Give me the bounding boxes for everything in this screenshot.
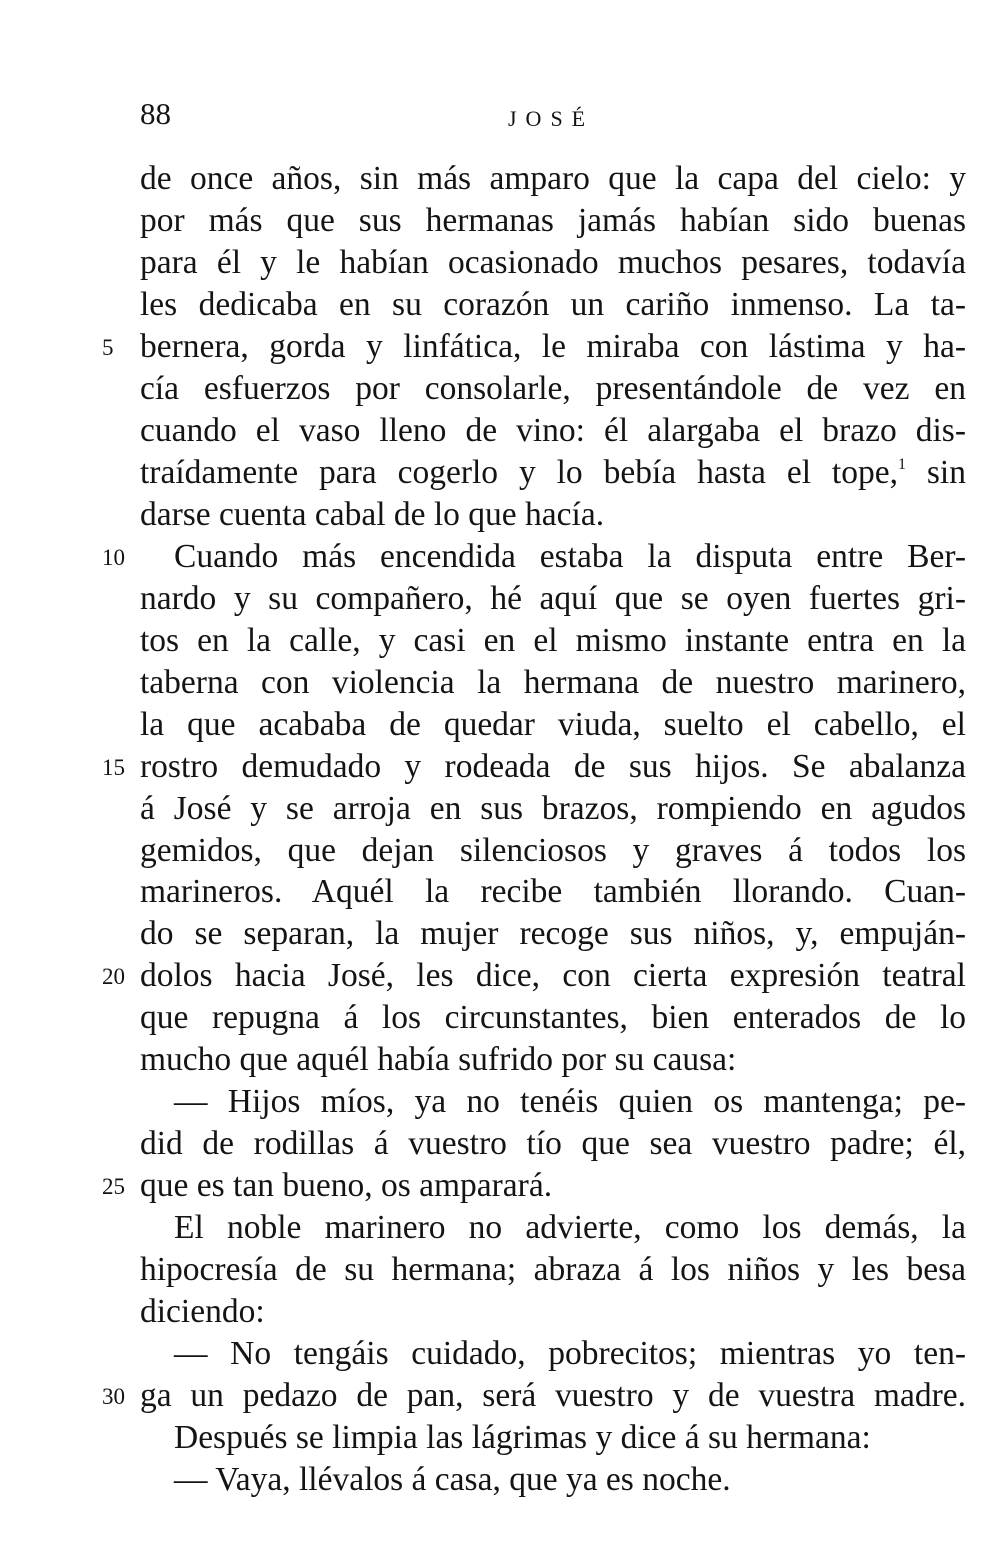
- text-line: [0, 1375, 1000, 1417]
- text-line: [0, 242, 1000, 284]
- line-27: hipocresía de su hermana; abraza á los niños y les besa: [140, 1251, 966, 1289]
- text-line: [0, 326, 1000, 368]
- line-13: taberna con violencia la hermana de nuestro marinero,: [140, 663, 966, 701]
- line-19: do se separan, la mujer recoge sus niños, y, empuján-: [140, 915, 966, 953]
- text-line: [0, 1207, 1000, 1249]
- line-24: did de rodillas á vuestro tío que sea vuestro padre; él,: [140, 1125, 966, 1163]
- text-line: [0, 620, 1000, 662]
- line-8-text: traídamente para cogerlo y lo bebía hasta el tope,: [140, 453, 898, 491]
- line-30: ga un pedazo de pan, será vuestro y de vuestra madre.: [140, 1377, 966, 1415]
- text-line: [0, 536, 1000, 578]
- line-number-20: 20: [102, 964, 125, 990]
- text-line: [0, 830, 1000, 872]
- line-number-25: 25: [102, 1174, 125, 1200]
- line-32: — Vaya, llévalos á casa, que ya es noche.: [174, 1461, 731, 1499]
- line-29: — No tengáis cuidado, pobrecitos; mientras yo ten-: [174, 1335, 966, 1373]
- page-number: 88: [140, 96, 171, 131]
- line-25: que es tan bueno, os amparará.: [140, 1167, 553, 1205]
- line-3: para él y le habían ocasionado muchos pesares, todavía: [140, 243, 966, 281]
- text-line: [0, 578, 1000, 620]
- line-28: diciendo:: [140, 1293, 265, 1331]
- line-10: Cuando más encendida estaba la disputa entre Ber-: [174, 537, 966, 575]
- line-6: cía esfuerzos por consolarle, presentándole de vez en: [140, 369, 966, 407]
- line-number-5: 5: [102, 334, 114, 360]
- text-line: [0, 494, 1000, 536]
- text-line: [0, 746, 1000, 788]
- text-line: [0, 1291, 1000, 1333]
- line-9: darse cuenta cabal de lo que hacía.: [140, 495, 605, 533]
- text-line: [0, 1123, 1000, 1165]
- text-line: [0, 1333, 1000, 1375]
- text-line: [0, 200, 1000, 242]
- line-18: marineros. Aquél la recibe también llorando. Cuan-: [140, 873, 966, 911]
- footnote-marker: 1: [897, 455, 906, 473]
- line-11: nardo y su compañero, hé aquí que se oyen fuertes gri-: [140, 579, 966, 617]
- text-line: [0, 1039, 1000, 1081]
- line-number-10: 10: [102, 544, 125, 570]
- line-number-15: 15: [102, 754, 125, 780]
- text-line: [0, 368, 1000, 410]
- text-line: [0, 284, 1000, 326]
- text-line: [0, 913, 1000, 955]
- line-21: que repugna á los circunstantes, bien enterados de lo: [140, 999, 966, 1037]
- text-line: [0, 1249, 1000, 1291]
- text-line: [0, 1459, 1000, 1501]
- text-line: [0, 871, 1000, 913]
- line-23: — Hijos míos, ya no tenéis quien os mantenga; pe-: [174, 1083, 966, 1121]
- text-line: [0, 452, 1000, 494]
- running-head: JOSÉ: [508, 106, 595, 131]
- text-line: [0, 1165, 1000, 1207]
- line-4: les dedicaba en su corazón un cariño inmenso. La ta-: [140, 285, 966, 323]
- text-line: [0, 997, 1000, 1039]
- line-14: la que acababa de quedar viuda, suelto el cabello, el: [140, 705, 966, 743]
- text-line: [0, 662, 1000, 704]
- text-line: [0, 955, 1000, 997]
- line-12: tos en la calle, y casi en el mismo instante entra en la: [140, 621, 966, 659]
- line-20: dolos hacia José, les dice, con cierta expresión teatral: [140, 957, 966, 995]
- text-line: [0, 1081, 1000, 1123]
- line-8: [140, 452, 966, 494]
- line-26: El noble marinero no advierte, como los demás, la: [174, 1209, 966, 1247]
- text-line: [0, 788, 1000, 830]
- text-line: [0, 158, 1000, 200]
- text-line: [0, 704, 1000, 746]
- line-17: gemidos, que dejan silenciosos y graves á todos los: [140, 831, 966, 869]
- line-31: Después se limpia las lágrimas y dice á su hermana:: [174, 1419, 871, 1457]
- line-number-30: 30: [102, 1384, 125, 1410]
- line-22: mucho que aquél había sufrido por su causa:: [140, 1041, 737, 1079]
- line-1: de once años, sin más amparo que la capa del cielo: y: [140, 160, 966, 197]
- line-2: por más que sus hermanas jamás habían sido buenas: [140, 201, 966, 239]
- line-5: bernera, gorda y linfática, le miraba con lástima y ha-: [140, 327, 966, 365]
- line-8-end: sin: [926, 453, 966, 491]
- line-16: á José y se arroja en sus brazos, rompiendo en agudos: [140, 789, 966, 827]
- line-15: rostro demudado y rodeada de sus hijos. Se abalanza: [140, 747, 966, 785]
- text-line: [0, 410, 1000, 452]
- line-7: cuando el vaso lleno de vino: él alargaba el brazo dis-: [140, 411, 966, 449]
- body-text: [0, 158, 1000, 1501]
- text-line: [0, 1417, 1000, 1459]
